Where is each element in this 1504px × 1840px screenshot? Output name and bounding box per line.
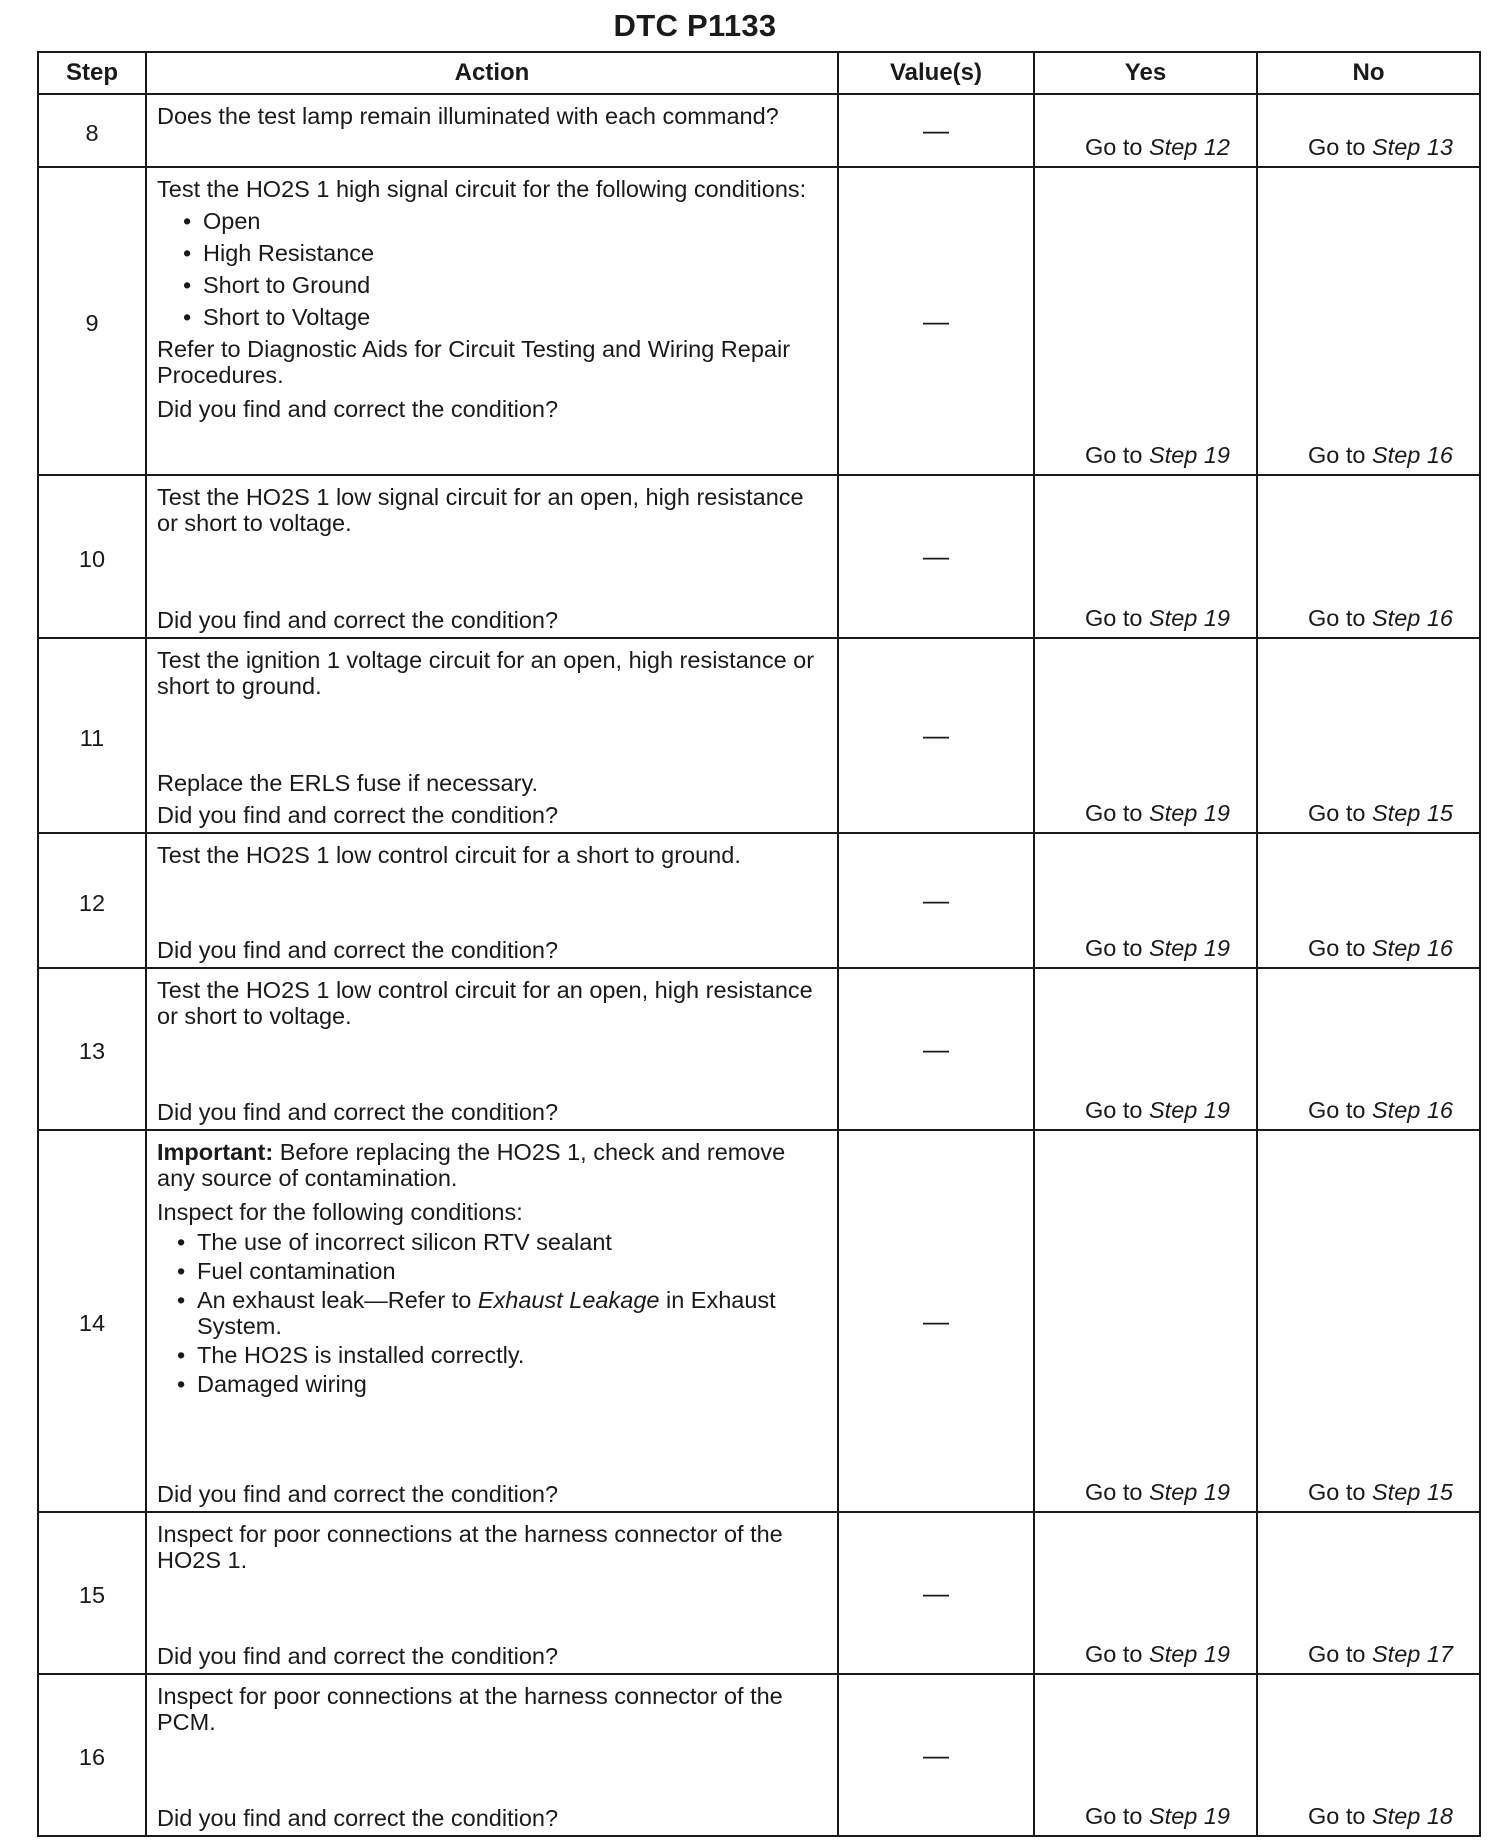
yes-step-ref: Step 19 [1148,1641,1230,1667]
yes-cell [1034,1512,1257,1674]
leak-reference: Exhaust Leakage [477,1287,660,1313]
action-question: Did you find and correct the condition? [157,937,559,963]
table-row [38,94,1480,167]
go-to-label: Go to [1084,134,1143,160]
action-intro: Inspect for the following conditions: [157,1199,523,1225]
action-cell [146,1674,838,1836]
step-number: 12 [38,833,146,968]
step-number: 8 [38,94,146,167]
go-to-label: Go to [1084,935,1143,961]
no-cell [1257,1130,1480,1512]
action-cell [146,167,838,475]
no-cell [1257,833,1480,968]
header-yes: Yes [1034,52,1257,94]
action-note: Refer to Diagnostic Aids for Circuit Testing and Wiring Repair Procedures. [157,336,791,388]
header-action: Action [146,52,838,94]
important-label: Important: [157,1139,274,1165]
yes-cell [1034,475,1257,638]
list-item: • Fuel contamination [177,1258,827,1284]
go-to-label: Go to [1084,1479,1143,1505]
value-cell: — [838,638,1034,833]
yes-cell [1034,167,1257,475]
yes-step-ref: Step 19 [1148,800,1230,826]
go-to-label: Go to [1307,800,1366,826]
step-number: 16 [38,1674,146,1836]
action-cell [146,1130,838,1512]
list-item: • Short to Voltage [183,304,827,330]
go-to-label: Go to [1307,442,1366,468]
yes-step-ref: Step 19 [1148,442,1230,468]
list-item: • Damaged wiring [177,1371,827,1397]
go-to-label: Go to [1307,935,1366,961]
no-step-ref: Step 16 [1371,935,1453,961]
no-cell [1257,475,1480,638]
no-step-ref: Step 16 [1371,1097,1453,1123]
step-number: 13 [38,968,146,1130]
condition-list [157,1229,827,1397]
no-step-ref: Step 13 [1371,134,1453,160]
value-cell: — [838,1674,1034,1836]
action-text: Does the test lamp remain illuminated with each command? [157,103,779,129]
action-cell [146,968,838,1130]
table-row [38,1512,1480,1674]
no-step-ref: Step 16 [1371,605,1453,631]
action-question: Did you find and correct the condition? [157,1643,559,1669]
list-item: • The use of incorrect silicon RTV sealant [177,1229,827,1255]
yes-cell [1034,833,1257,968]
no-step-ref: Step 15 [1371,800,1453,826]
action-cell [146,833,838,968]
list-item: • The HO2S is installed correctly. [177,1342,827,1368]
leak-text-end: in Exhaust System. [197,1287,776,1339]
step-number: 9 [38,167,146,475]
step-number: 10 [38,475,146,638]
go-to-label: Go to [1307,1097,1366,1123]
no-cell [1257,94,1480,167]
go-to-label: Go to [1084,1641,1143,1667]
go-to-label: Go to [1307,1641,1366,1667]
action-intro: Test the HO2S 1 low control circuit for an open, high resistance or short to voltage. [157,977,813,1029]
value-cell: — [838,833,1034,968]
go-to-label: Go to [1084,1097,1143,1123]
action-cell [146,94,838,167]
no-step-ref: Step 18 [1371,1803,1453,1829]
action-cell [146,638,838,833]
table-row [38,167,1480,475]
value-cell: — [838,968,1034,1130]
action-intro: Test the ignition 1 voltage circuit for an open, high resistance or short to ground. [157,647,815,699]
table-row [38,475,1480,638]
action-question: Did you find and correct the condition? [157,802,559,828]
table-row [38,1674,1480,1836]
go-to-label: Go to [1307,605,1366,631]
header-step: Step [38,52,146,94]
action-question: Did you find and correct the condition? [157,396,559,422]
page-title: DTC P1133 [613,8,777,43]
action-intro: Test the HO2S 1 low control circuit for a short to ground. [157,842,741,868]
important-note [157,1139,827,1191]
yes-cell [1034,1130,1257,1512]
yes-step-ref: Step 19 [1148,1803,1230,1829]
yes-step-ref: Step 19 [1148,1479,1230,1505]
value-cell: — [838,1512,1034,1674]
go-to-label: Go to [1307,1803,1366,1829]
diagnostic-table [37,51,1481,1837]
table-row [38,1130,1480,1512]
no-cell [1257,1674,1480,1836]
go-to-label: Go to [1307,1479,1366,1505]
action-intro: Inspect for poor connections at the harness connector of the PCM. [157,1683,783,1735]
action-question: Did you find and correct the condition? [157,1099,559,1125]
no-step-ref: Step 16 [1371,442,1453,468]
yes-step-ref: Step 19 [1148,1097,1230,1123]
yes-cell [1034,968,1257,1130]
value-cell: — [838,94,1034,167]
go-to-label: Go to [1084,800,1143,826]
action-intro: Test the HO2S 1 high signal circuit for the following conditions: [157,176,807,202]
yes-cell [1034,94,1257,167]
leak-text: An exhaust leak—Refer to [197,1287,478,1313]
go-to-label: Go to [1084,1803,1143,1829]
list-item [177,1287,827,1339]
no-step-ref: Step 17 [1371,1641,1453,1667]
condition-list [157,208,827,330]
header-no: No [1257,52,1480,94]
list-item: • Open [183,208,827,234]
value-cell: — [838,167,1034,475]
step-number: 14 [38,1130,146,1512]
no-cell [1257,1512,1480,1674]
no-cell [1257,167,1480,475]
no-step-ref: Step 15 [1371,1479,1453,1505]
action-intro: Test the HO2S 1 low signal circuit for an open, high resistance or short to voltage. [157,484,804,536]
yes-cell [1034,1674,1257,1836]
go-to-label: Go to [1084,605,1143,631]
table-row [38,833,1480,968]
list-item: • Short to Ground [183,272,827,298]
yes-step-ref: Step 19 [1148,605,1230,631]
table-row [38,638,1480,833]
no-cell [1257,638,1480,833]
value-cell: — [838,1130,1034,1512]
yes-step-ref: Step 12 [1148,134,1230,160]
action-intro: Inspect for poor connections at the harness connector of the HO2S 1. [157,1521,783,1573]
action-question: Did you find and correct the condition? [157,607,559,633]
action-cell [146,475,838,638]
header-row [38,52,1480,94]
action-cell [146,1512,838,1674]
go-to-label: Go to [1084,442,1143,468]
important-text: Before replacing the HO2S 1, check and remove any source of contamination. [157,1139,786,1191]
action-question: Did you find and correct the condition? [157,1805,559,1831]
go-to-label: Go to [1307,134,1366,160]
yes-step-ref: Step 19 [1148,935,1230,961]
action-question: Did you find and correct the condition? [157,1481,559,1507]
step-number: 11 [38,638,146,833]
no-cell [1257,968,1480,1130]
yes-cell [1034,638,1257,833]
list-item: • High Resistance [183,240,827,266]
header-values: Value(s) [838,52,1034,94]
table-row [38,968,1480,1130]
value-cell: — [838,475,1034,638]
action-note: Replace the ERLS fuse if necessary. [157,770,538,796]
step-number: 15 [38,1512,146,1674]
